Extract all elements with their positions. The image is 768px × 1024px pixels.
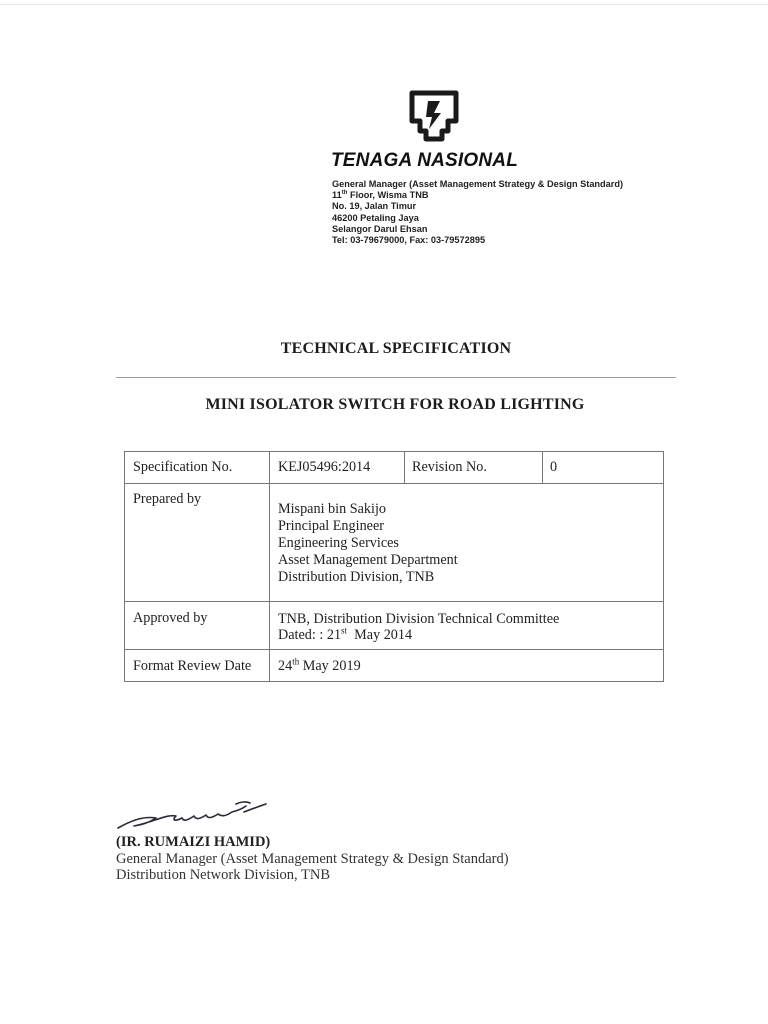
approved-label: Approved by	[133, 610, 208, 626]
title-divider	[116, 377, 676, 378]
tnb-logo-icon	[404, 87, 464, 147]
row-divider	[124, 483, 664, 484]
approved-by-value: TNB, Distribution Division Technical Committee	[278, 611, 560, 627]
signatory-name: (IR. RUMAIZI HAMID)	[116, 834, 271, 850]
preparer-line: Engineering Services	[278, 535, 399, 551]
spec-no-label: Specification No.	[133, 459, 233, 475]
preparer-line: Distribution Division, TNB	[278, 569, 435, 585]
table-border	[124, 451, 664, 452]
preparer-line: Principal Engineer	[278, 518, 384, 534]
table-border	[663, 451, 664, 682]
revision-value: 0	[550, 459, 558, 475]
prepared-label: Prepared by	[133, 491, 202, 507]
signature-image	[114, 798, 274, 838]
signatory-division: Distribution Network Division, TNB	[116, 867, 331, 883]
approved-date: Dated: : 21st May 2014	[278, 625, 413, 643]
address-line: No. 19, Jalan Timur	[332, 201, 417, 212]
address-line: Tel: 03-79679000, Fax: 03-79572895	[332, 235, 486, 246]
row-divider	[124, 601, 664, 602]
page-top-edge	[0, 4, 768, 5]
spec-no-value: KEJ05496:2014	[278, 459, 371, 475]
address-line: General Manager (Asset Management Strategy & Design Standard)	[332, 179, 624, 189]
preparer-line: Asset Management Department	[278, 552, 458, 568]
signatory-title: General Manager (Asset Management Strategy & Design Standard)	[116, 851, 509, 867]
address-line: 11th Floor, Wisma TNB	[332, 190, 429, 201]
revision-label: Revision No.	[412, 459, 487, 475]
company-name: TENAGA NASIONAL	[331, 150, 519, 171]
review-date-label: Format Review Date	[133, 658, 252, 674]
preparer-line: Mispani bin Sakijo	[278, 501, 386, 517]
column-divider	[404, 451, 405, 484]
document-title: MINI ISOLATOR SWITCH FOR ROAD LIGHTING	[205, 396, 585, 413]
review-date-value: 24th May 2019	[278, 656, 361, 674]
company-address	[332, 179, 623, 246]
column-divider	[269, 451, 270, 682]
document-type: TECHNICAL SPECIFICATION	[280, 340, 512, 357]
table-border	[124, 681, 664, 682]
row-divider	[124, 649, 664, 650]
column-divider	[542, 451, 543, 484]
table-border	[124, 451, 125, 682]
specification-table	[124, 451, 664, 682]
address-line: Selangor Darul Ehsan	[332, 223, 428, 234]
address-line: 46200 Petaling Jaya	[332, 212, 419, 223]
